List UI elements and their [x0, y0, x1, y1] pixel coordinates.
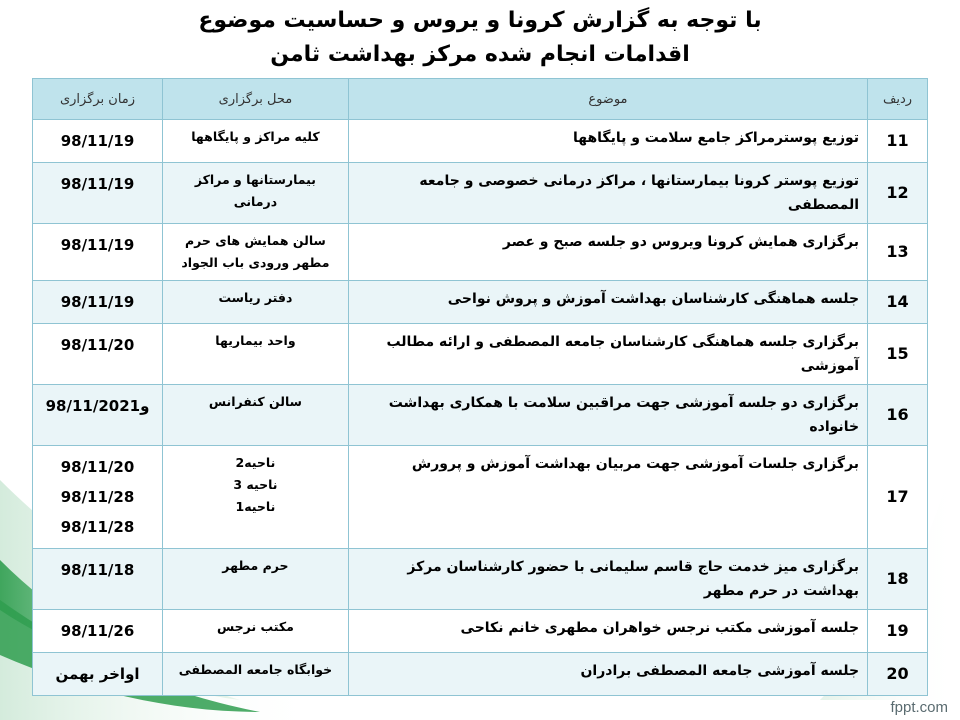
- date-cell: [33, 610, 163, 653]
- footer-site: fppt.com: [890, 699, 948, 716]
- row-number-cell: 14: [868, 281, 928, 324]
- date-cell: [33, 224, 163, 281]
- table-row: [33, 163, 928, 224]
- place-text: سالن کنفرانس: [208, 394, 302, 409]
- place-cell: [163, 224, 349, 281]
- row-number-cell: 19: [868, 610, 928, 653]
- place-text: حرم مطهر: [222, 558, 289, 573]
- table-row: [33, 385, 928, 446]
- place-text: واحد بیماریها: [215, 333, 296, 348]
- place-text: دفتر ریاست: [218, 290, 293, 305]
- place-cell: [163, 446, 349, 549]
- place-text: بیمارستانها و مراکز درمانی: [194, 172, 316, 209]
- subject-cell: توزیع پوسترمراکز جامع سلامت و پایگاهها: [348, 120, 867, 163]
- place-text: ناحیه1: [235, 499, 276, 514]
- date-cell: [33, 653, 163, 696]
- table-row: [33, 324, 928, 385]
- subject-cell: برگزاری همایش کرونا ویروس دو جلسه صبح و عصر: [348, 224, 867, 281]
- slide-title: [0, 4, 960, 72]
- table-row: [33, 224, 928, 281]
- date-text: اواخر بهمن: [55, 665, 140, 683]
- date-text: 98/11/28: [60, 518, 135, 536]
- date-text: 98/11/20: [60, 336, 135, 354]
- row-number-cell: 11: [868, 120, 928, 163]
- table-row: [33, 549, 928, 610]
- row-number-cell: 18: [868, 549, 928, 610]
- date-text: 98/11/28: [60, 488, 135, 506]
- table-row: [33, 653, 928, 696]
- title-line-2: اقدامات انجام شده مرکز بهداشت ثامن: [270, 42, 690, 67]
- header-subject: موضوع: [348, 79, 867, 120]
- row-number-cell: 12: [868, 163, 928, 224]
- actions-table: [32, 78, 928, 696]
- subject-cell: جلسه آموزشی مکتب نرجس خواهران مطهری خانم نکاحی: [348, 610, 867, 653]
- subject-cell: برگزاری میز خدمت حاج قاسم سلیمانی با حضور کارشناسان مرکز بهداشت در حرم مطهر: [348, 549, 867, 610]
- date-cell: [33, 120, 163, 163]
- subject-cell: توزیع پوستر کرونا بیمارستانها ، مراکز درمانی خصوصی و جامعه المصطفی: [348, 163, 867, 224]
- date-text: 98/11/19: [60, 132, 135, 150]
- place-text: ناحیه2: [235, 455, 276, 470]
- date-cell: [33, 549, 163, 610]
- date-text: 98/11/26: [60, 622, 135, 640]
- date-text: 98/11/19: [60, 236, 135, 254]
- header-place: محل برگزاری: [163, 79, 349, 120]
- date-cell: [33, 163, 163, 224]
- place-cell: [163, 163, 349, 224]
- actions-table-container: [32, 78, 928, 696]
- row-number-cell: 15: [868, 324, 928, 385]
- place-text: خوابگاه جامعه المصطفی: [178, 662, 333, 677]
- subject-cell: برگزاری جلسات آموزشی جهت مربیان بهداشت آموزش و پرورش: [348, 446, 867, 549]
- place-cell: [163, 324, 349, 385]
- date-cell: [33, 281, 163, 324]
- date-cell: [33, 385, 163, 446]
- table-row: [33, 610, 928, 653]
- date-text: 98/11/20: [60, 458, 135, 476]
- subject-cell: جلسه آموزشی جامعه المصطفی برادران: [348, 653, 867, 696]
- place-text: مکتب نرجس: [217, 619, 294, 634]
- place-cell: [163, 385, 349, 446]
- table-row: [33, 120, 928, 163]
- table-body: [33, 120, 928, 696]
- place-cell: [163, 653, 349, 696]
- date-text: 98/11/20و21: [45, 397, 150, 415]
- place-cell: [163, 120, 349, 163]
- table-row: [33, 446, 928, 549]
- table-header-row: [33, 79, 928, 120]
- date-text: 98/11/19: [60, 175, 135, 193]
- title-line-1: با توجه به گزارش کرونا و یروس و حساسیت موضوع: [198, 8, 762, 33]
- row-number-cell: 17: [868, 446, 928, 549]
- header-date: زمان برگزاری: [33, 79, 163, 120]
- table-row: [33, 281, 928, 324]
- subject-cell: برگزاری جلسه هماهنگی کارشناسان جامعه المصطفی و ارائه مطالب آموزشی: [348, 324, 867, 385]
- date-cell: [33, 446, 163, 549]
- subject-cell: برگزاری دو جلسه آموزشی جهت مراقبین سلامت با همکاری بهداشت خانواده: [348, 385, 867, 446]
- subject-cell: جلسه هماهنگی کارشناسان بهداشت آموزش و پروش نواحی: [348, 281, 867, 324]
- row-number-cell: 13: [868, 224, 928, 281]
- place-text: کلیه مراکز و پایگاهها: [191, 129, 320, 144]
- place-cell: [163, 281, 349, 324]
- place-text: ناحیه 3: [233, 477, 278, 492]
- place-cell: [163, 610, 349, 653]
- date-cell: [33, 324, 163, 385]
- row-number-cell: 20: [868, 653, 928, 696]
- date-text: 98/11/19: [60, 293, 135, 311]
- row-number-cell: 16: [868, 385, 928, 446]
- place-cell: [163, 549, 349, 610]
- date-text: 98/11/18: [60, 561, 135, 579]
- place-text: سالن همایش های حرم مطهر ورودی باب الجواد: [181, 233, 330, 270]
- header-row-number: ردیف: [868, 79, 928, 120]
